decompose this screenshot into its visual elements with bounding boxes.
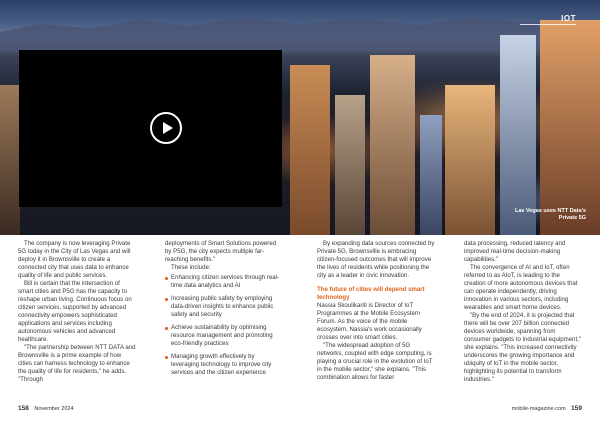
list-item: Increasing public safety by employing data-driven insights to enhance public safety and security [165, 295, 283, 319]
building [500, 35, 536, 235]
page-number: 158 [18, 405, 29, 412]
paragraph: "By the end of 2024, it is projected that there will be over 207 billion connected devices worldwide, spanning from consumer gadgets to industrial equipment," she explains. "This increased connectivity underscores the growing importance and ubiquity of IoT in the mobile sector, highlighting its potential to transform industries." [464, 312, 581, 383]
play-icon [161, 121, 175, 135]
benefits-list [165, 274, 283, 377]
building [290, 65, 330, 235]
bullet-icon [165, 298, 168, 301]
page-number: 159 [571, 405, 582, 412]
paragraph: The convergence of AI and IoT, often referred to as AIoT, is leading to the creation of more autonomous devices that can operate independently, driving innovation in various sectors, including wearables and smart home devices. [464, 264, 578, 311]
list-item: Managing growth effectively by leveraging technology to improve city services and the citizen experience [165, 353, 283, 377]
text-column-1 [18, 240, 136, 384]
text-column-2 [165, 240, 283, 382]
section-divider [520, 24, 576, 25]
image-caption: Las Vegas uses NTT Data's Private 5G [514, 208, 586, 221]
video-player[interactable] [19, 50, 282, 207]
subheading: The future of cities will depend smart technology [317, 286, 425, 301]
building [0, 85, 20, 235]
building [540, 20, 600, 235]
footer-right [512, 405, 582, 412]
issue-date: November 2024 [34, 406, 74, 412]
paragraph: deployments of Smart Solutions powered by P5G, the city expects multiple far-reaching benefits." [165, 240, 277, 263]
play-button[interactable] [150, 112, 182, 144]
building [335, 95, 365, 235]
paragraph: The company is now leveraging Private 5G today in the City of Las Vegas and will deploy it in Brownsville to create a connected city that uses data to enhance quality of life and public services. [18, 240, 131, 279]
footer-left [18, 405, 74, 412]
paragraph: data processing, reduced latency and improved real-time decision-making capabilities." [464, 240, 566, 263]
bullet-icon [165, 356, 168, 359]
paragraph: Nassia Skoulikariti is Director of IoT Programmes at the Mobile Ecosystem Forum. As the voice of the mobile ecosystem, Nassia's work occasionally crosses over into smart cities. [317, 302, 422, 341]
text-column-3 [317, 240, 435, 382]
paragraph: "The widespread adoption of 5G networks, coupled with edge computing, is playing a crucial role in the evolution of IoT in the mobile sector," she explains. "This combination allows for faster [317, 342, 433, 381]
website-link[interactable]: mobile-magazine.com [511, 406, 566, 412]
building [370, 55, 415, 235]
paragraph: These include: [171, 264, 211, 271]
list-item: Achieve sustainability by optimising resource management and promoting eco-friendly practices [165, 324, 283, 348]
list-item: Enhancing citizen services through real-time data analytics and AI [165, 274, 283, 290]
building [420, 115, 442, 235]
bullet-icon [165, 277, 168, 280]
paragraph: By expanding data sources connected by Private 5G, Brownsville is embracing citizen-focused outcomes that will improve the lives of residents while positioning the city as a leader in civic innovation. [317, 240, 435, 279]
building [445, 85, 495, 235]
section-tag: IOT [561, 14, 576, 23]
paragraph: "The partnership between NTT DATA and Brownsville is a prime example of how cities can harness technology to enhance the quality of life for residents," he adds. "Through [18, 344, 136, 383]
bullet-icon [165, 327, 168, 330]
paragraph: Bill is certain that the intersection of smart cities and P5G has the capacity to reshape urban living. Continuous focus on citizen services, supported by advanced connectivity empowers sophisticated applications and services including autonomous vehicles and advanced healthcare. [18, 280, 132, 343]
text-column-4 [464, 240, 582, 384]
